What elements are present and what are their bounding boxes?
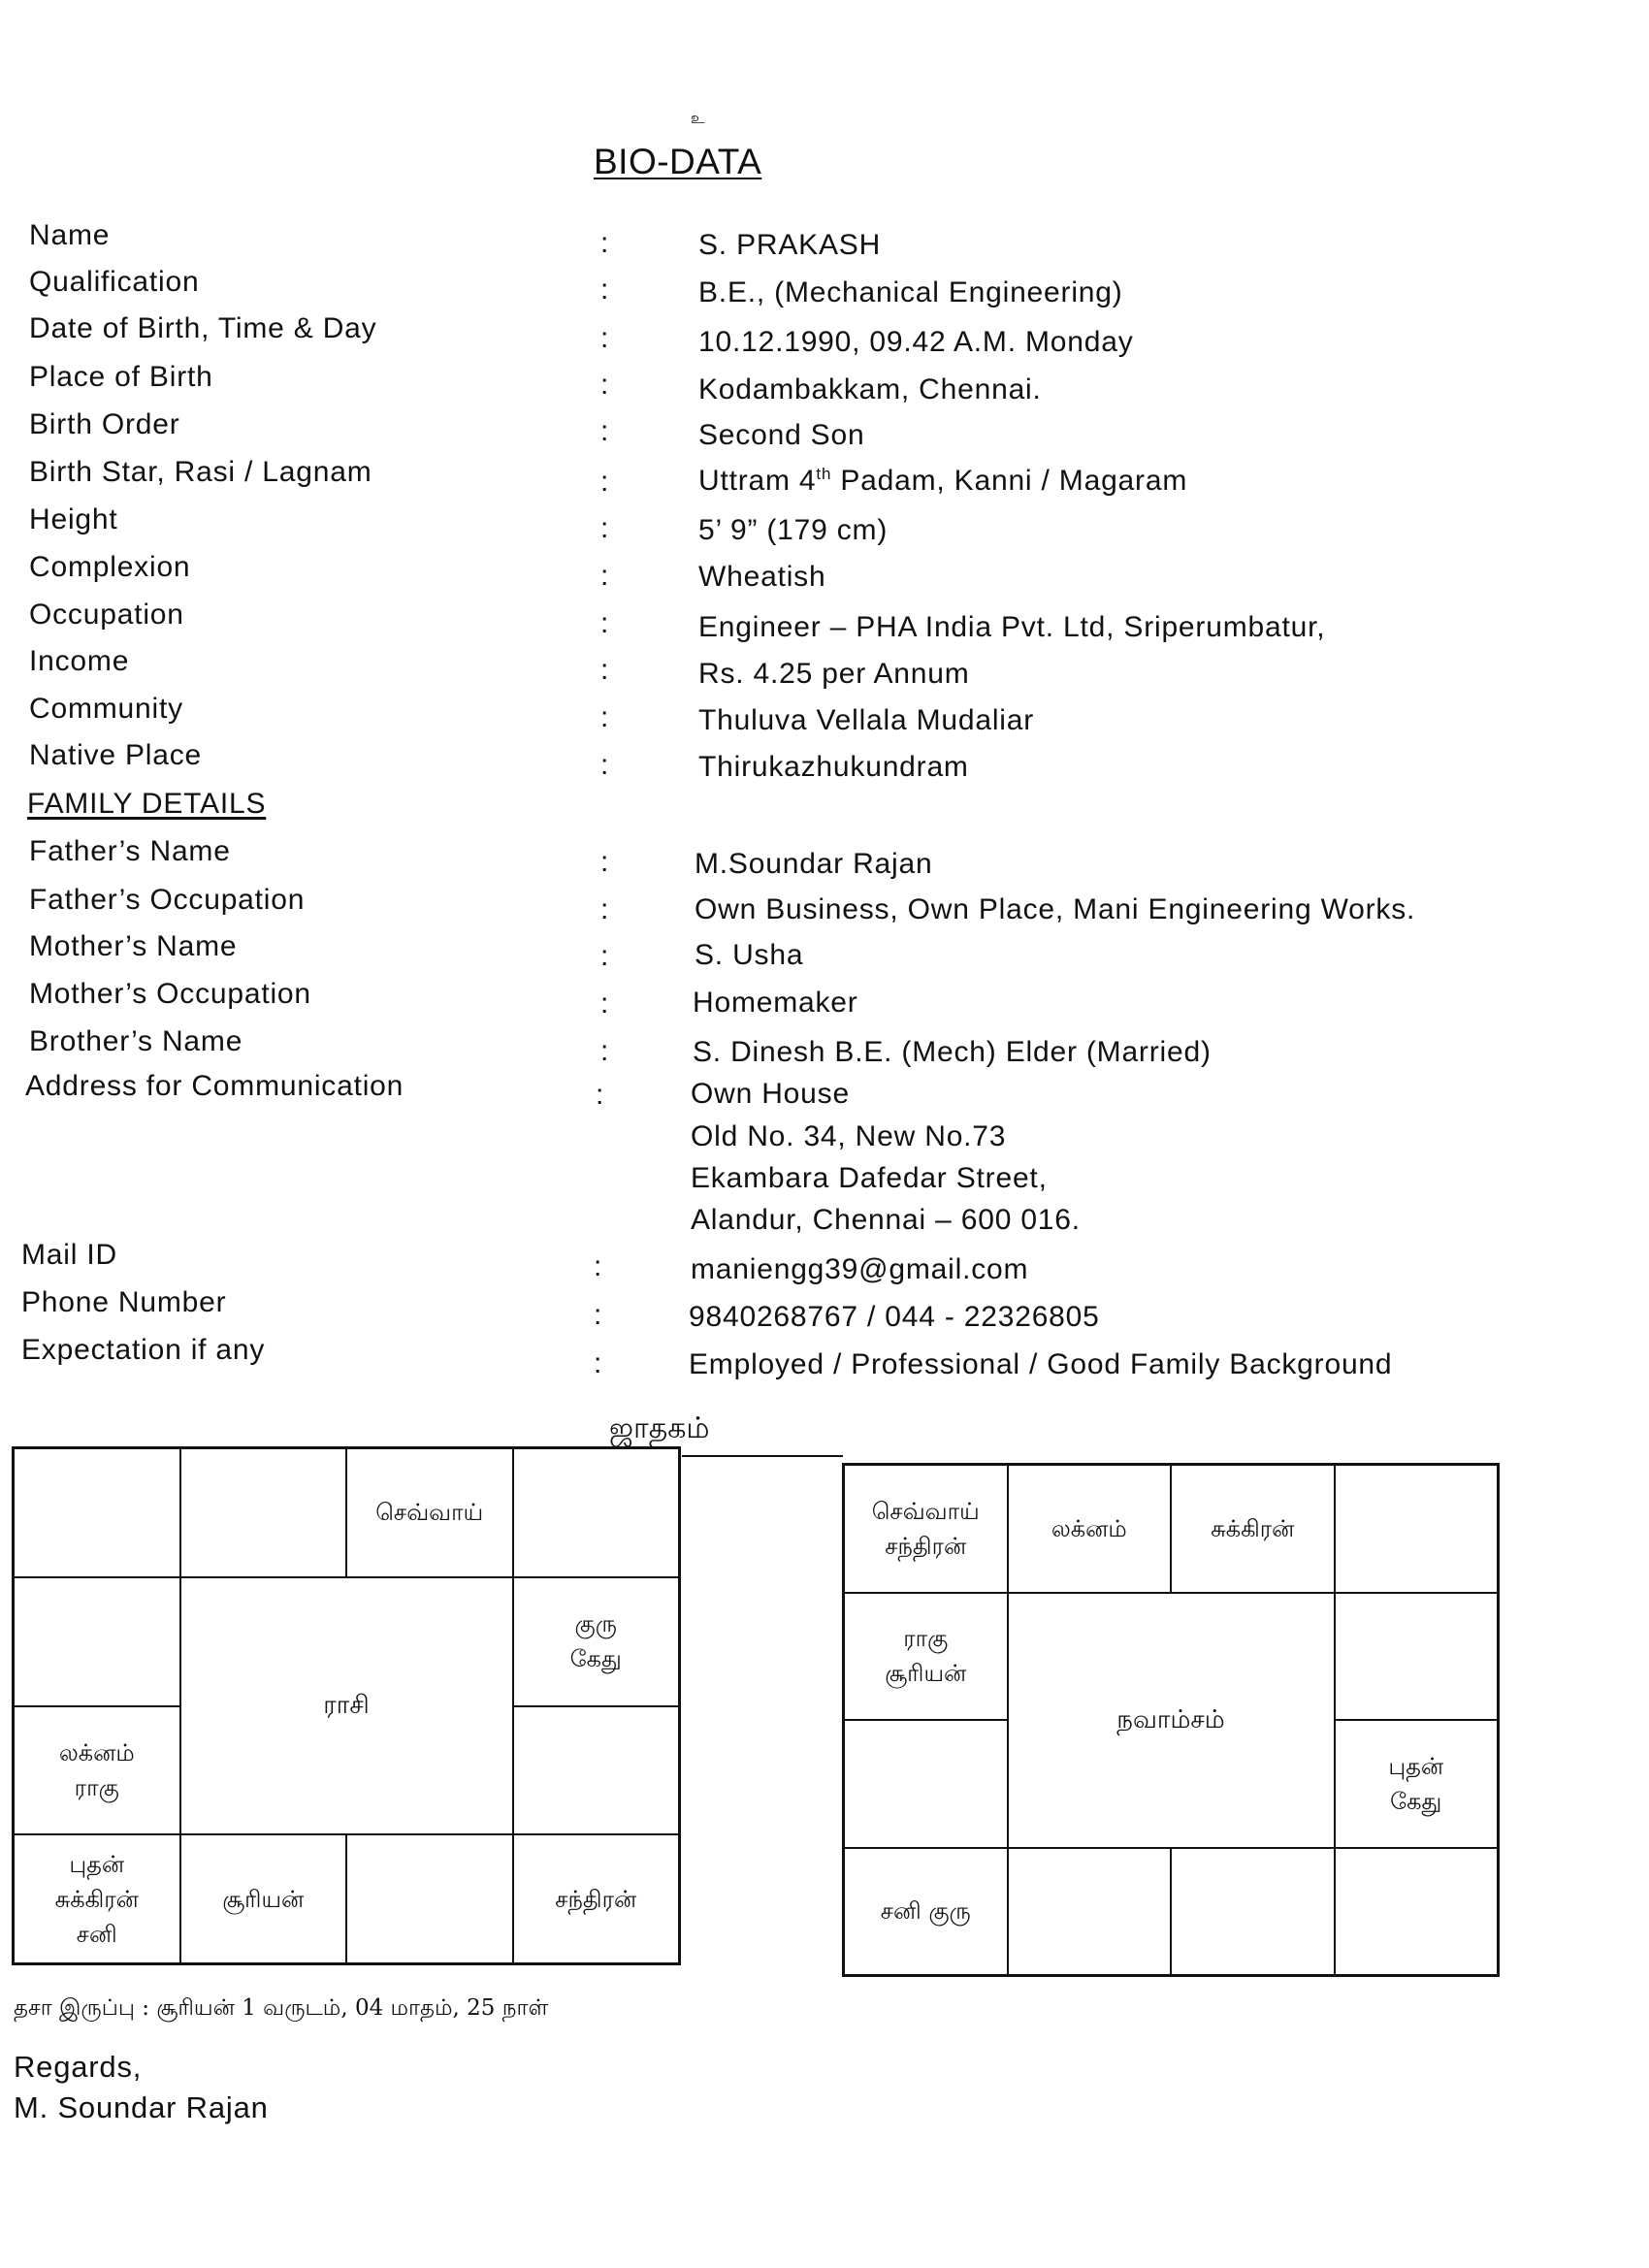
colon: : <box>600 940 609 972</box>
label-address: Address for Communication <box>25 1070 404 1102</box>
closing-regards: Regards, <box>14 2050 143 2084</box>
colon: : <box>600 274 609 306</box>
value-brothers-name: S. Dinesh B.E. (Mech) Elder (Married) <box>693 1036 1212 1068</box>
rasi-center-label: ராசி <box>180 1577 513 1835</box>
label-community: Community <box>29 693 183 725</box>
colon: : <box>600 415 609 447</box>
colon: : <box>600 988 609 1020</box>
dasa-balance: தசா இருப்பு : சூரியன் 1 வருடம், 04 மாதம், 25 நாள் <box>14 1995 549 2021</box>
rasi-house <box>513 1448 680 1577</box>
value-date-of-birth: 10.12.1990, 09.42 A.M. Monday <box>698 326 1134 358</box>
colon: : <box>600 369 609 401</box>
navamsam-house: ராகு சூரியன் <box>844 1593 1008 1721</box>
navamsam-house <box>1171 1848 1335 1976</box>
label-phone-number: Phone Number <box>21 1286 227 1318</box>
signer-name: M. Soundar Rajan <box>14 2090 269 2124</box>
label-date-of-birth: Date of Birth, Time & Day <box>29 312 377 344</box>
value-birth-order: Second Son <box>698 419 865 451</box>
address-line: Ekambara Dafedar Street, <box>691 1162 1048 1194</box>
colon: : <box>600 846 609 878</box>
value-place-of-birth: Kodambakkam, Chennai. <box>698 373 1042 405</box>
label-height: Height <box>29 503 118 535</box>
label-complexion: Complexion <box>29 551 191 583</box>
label-occupation: Occupation <box>29 599 184 631</box>
value-fathers-name: M.Soundar Rajan <box>695 848 933 880</box>
value-occupation: Engineer – PHA India Pvt. Ltd, Sriperumbatur, <box>698 611 1326 643</box>
rasi-house: குரு கேது <box>513 1577 680 1706</box>
label-mothers-occupation: Mother’s Occupation <box>29 978 311 1010</box>
navamsam-house: புதன் கேது <box>1335 1720 1499 1848</box>
rasi-house: சந்திரன் <box>513 1834 680 1963</box>
label-birth-order: Birth Order <box>29 408 180 440</box>
rasi-house <box>346 1834 513 1963</box>
label-birth-star: Birth Star, Rasi / Lagnam <box>29 456 372 488</box>
label-qualification: Qualification <box>29 266 200 298</box>
value-complexion: Wheatish <box>698 561 826 593</box>
navamsam-house <box>1335 1465 1499 1593</box>
label-name: Name <box>29 219 111 251</box>
value-mail-id: maniengg39@gmail.com <box>691 1253 1029 1285</box>
value-address: Own House <box>691 1078 850 1110</box>
colon: : <box>600 466 609 498</box>
colon: : <box>600 701 609 733</box>
navamsam-house <box>1335 1848 1499 1976</box>
value-fathers-occupation: Own Business, Own Place, Mani Engineering Works. <box>695 893 1416 925</box>
navamsam-center-label: நவாம்சம் <box>1008 1593 1335 1848</box>
colon: : <box>600 1035 609 1067</box>
colon: : <box>600 227 609 259</box>
colon: : <box>600 893 609 925</box>
family-details-heading: FAMILY DETAILS <box>27 788 267 820</box>
value-expectation: Employed / Professional / Good Family Background <box>689 1348 1393 1380</box>
navamsam-house: செவ்வாய் சந்திரன் <box>844 1465 1008 1593</box>
navamsam-house <box>1008 1848 1172 1976</box>
colon: : <box>600 322 609 354</box>
navamsam-house: லக்னம் <box>1008 1465 1172 1593</box>
jathagam-title: ஜாதகம் <box>609 1411 710 1445</box>
label-brothers-name: Brother’s Name <box>29 1025 243 1057</box>
label-fathers-occupation: Father’s Occupation <box>29 884 306 916</box>
colon: : <box>594 1347 602 1379</box>
navamsam-chart <box>842 1463 1500 1977</box>
value-mothers-name: S. Usha <box>695 939 804 971</box>
colon: : <box>600 607 609 639</box>
pillaiyar-suzhi-mark: உ <box>691 109 705 127</box>
colon: : <box>600 749 609 781</box>
label-native-place: Native Place <box>29 739 203 771</box>
navamsam-house <box>1335 1593 1499 1721</box>
colon: : <box>594 1250 602 1282</box>
navamsam-house: சுக்கிரன் <box>1171 1465 1335 1593</box>
rasi-house: செவ்வாய் <box>346 1448 513 1577</box>
value-birth-star: Uttram 4th Padam, Kanni / Magaram <box>698 465 1188 497</box>
label-income: Income <box>29 645 130 677</box>
colon: : <box>600 560 609 592</box>
value-name: S. PRAKASH <box>698 229 882 261</box>
rasi-house <box>513 1706 680 1835</box>
rasi-house: புதன் சுக்கிரன் சனி <box>14 1834 180 1963</box>
label-fathers-name: Father’s Name <box>29 835 231 867</box>
label-mothers-name: Mother’s Name <box>29 930 238 962</box>
value-height: 5’ 9” (179 cm) <box>698 514 889 546</box>
rasi-house: லக்னம் ராகு <box>14 1706 180 1835</box>
rasi-house: சூரியன் <box>180 1834 347 1963</box>
colon: : <box>600 512 609 544</box>
value-income: Rs. 4.25 per Annum <box>698 658 970 690</box>
colon: : <box>594 1299 602 1331</box>
address-line: Old No. 34, New No.73 <box>691 1120 1007 1152</box>
value-native-place: Thirukazhukundram <box>698 751 969 783</box>
value-qualification: B.E., (Mechanical Engineering) <box>698 276 1123 308</box>
value-phone-number: 9840268767 / 044 - 22326805 <box>689 1301 1100 1333</box>
address-line: Alandur, Chennai – 600 016. <box>691 1204 1081 1236</box>
label-mail-id: Mail ID <box>21 1239 117 1271</box>
label-place-of-birth: Place of Birth <box>29 361 213 393</box>
rasi-chart <box>12 1446 681 1965</box>
navamsam-house: சனி குரு <box>844 1848 1008 1976</box>
value-mothers-occupation: Homemaker <box>693 987 858 1019</box>
rasi-house <box>14 1448 180 1577</box>
colon: : <box>600 654 609 686</box>
divider <box>682 1455 843 1457</box>
colon: : <box>596 1079 604 1111</box>
value-community: Thuluva Vellala Mudaliar <box>698 704 1035 736</box>
navamsam-house <box>844 1720 1008 1848</box>
rasi-house <box>180 1448 347 1577</box>
page-title: BIO-DATA <box>594 142 762 181</box>
rasi-house <box>14 1577 180 1706</box>
label-expectation: Expectation if any <box>21 1334 266 1366</box>
